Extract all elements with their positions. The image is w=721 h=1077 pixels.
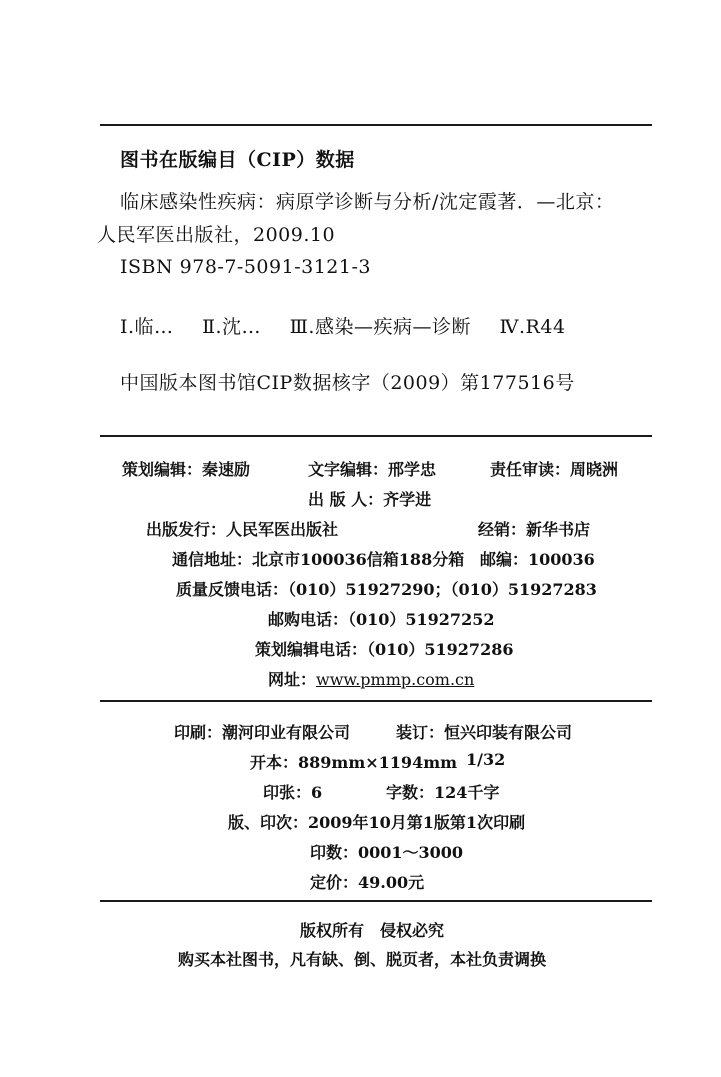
section-rule-1 <box>100 435 652 437</box>
issuer: 出版发行：人民军医出版社 <box>146 520 339 539</box>
distributor: 经销：新华书店 <box>478 520 591 539</box>
cip-isbn: ISBN 978-7-5091-3121-3 <box>120 256 371 278</box>
planning-editor: 策划编辑：秦速励 <box>122 460 251 479</box>
proofreader: 责任审读：周晓洲 <box>490 460 619 479</box>
format-fraction: 1/32 <box>466 750 506 769</box>
text-editor: 文字编辑：邢学忠 <box>308 460 437 479</box>
cip-record: 中国版本图书馆CIP数据核字（2009）第177516号 <box>120 372 575 394</box>
editor-phone: 策划编辑电话：（010）51927286 <box>255 640 514 659</box>
quality-phone: 质量反馈电话：（010）51927290；（010）51927283 <box>176 580 597 599</box>
cip-heading: 图书在版编目（CIP）数据 <box>120 149 355 171</box>
website-link[interactable]: www.pmmp.com.cn <box>316 670 475 689</box>
class-item-1: Ⅰ.临… <box>120 316 174 338</box>
cip-title-line1: 临床感染性疾病：病原学诊断与分析/沈定霞著．—北京： <box>120 191 615 213</box>
print-run: 印数：0001～3000 <box>310 843 464 862</box>
mail-order-phone: 邮购电话：（010）51927252 <box>268 610 495 629</box>
top-rule <box>100 124 652 126</box>
class-item-2: Ⅱ.沈… <box>202 316 262 338</box>
section-rule-3 <box>100 900 652 902</box>
class-item-3: Ⅲ.感染—疾病—诊断 <box>289 316 471 338</box>
rights-notice: 版权所有 侵权必究 <box>300 921 445 940</box>
class-item-4: Ⅳ.R44 <box>499 316 566 338</box>
address: 通信地址：北京市100036信箱188分箱 <box>172 550 465 569</box>
edition: 版、印次：2009年10月第1版第1次印刷 <box>228 813 526 832</box>
section-rule-2 <box>100 700 652 702</box>
sheets: 印张：6 <box>263 783 323 802</box>
publisher-label: 出 版 人： <box>308 490 384 509</box>
exchange-notice: 购买本社图书，凡有缺、倒、脱页者，本社负责调换 <box>178 950 547 969</box>
website-line <box>268 667 474 690</box>
postcode: 邮编：100036 <box>480 550 595 569</box>
cip-classification <box>120 312 566 339</box>
printer: 印刷：潮河印业有限公司 <box>174 723 351 742</box>
format: 开本：889mm×1194mm <box>250 753 458 772</box>
word-count: 字数：124千字 <box>386 783 500 802</box>
cip-title-line2: 人民军医出版社，2009.10 <box>97 224 336 246</box>
price: 定价：49.00元 <box>310 873 425 892</box>
website-label: 网址： <box>268 670 317 689</box>
publisher-name: 齐学进 <box>383 490 432 509</box>
binder: 装订：恒兴印装有限公司 <box>396 723 573 742</box>
publisher <box>308 487 431 510</box>
